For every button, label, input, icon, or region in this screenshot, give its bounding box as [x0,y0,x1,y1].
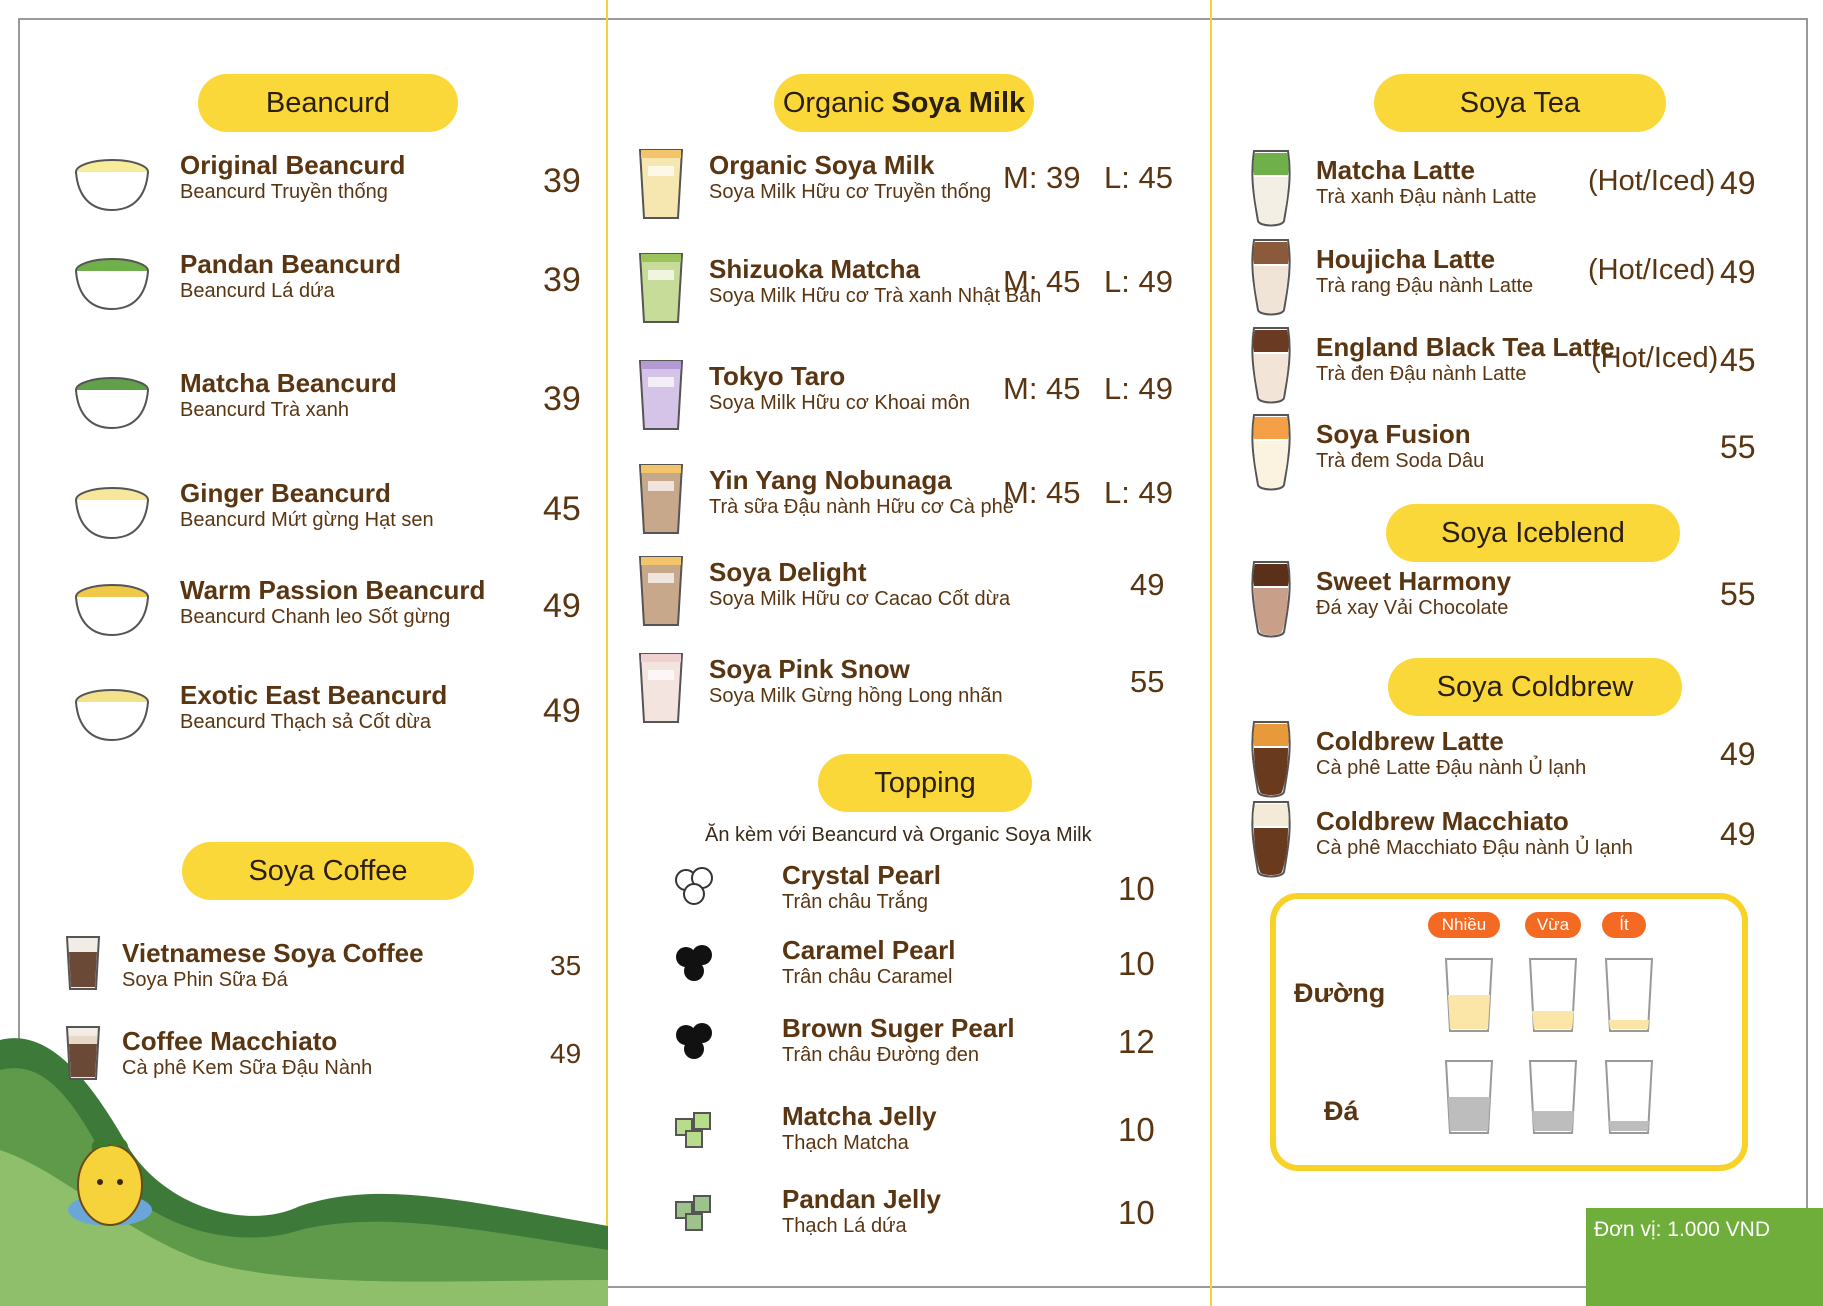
price-medium: M: 45 [1003,371,1081,406]
coldbrew-latte-glass-icon [1248,718,1294,805]
currency-unit-note: Đơn vị: 1.000 VND [1586,1208,1823,1306]
item-name: Coffee Macchiato [122,1026,338,1056]
menu-item [782,935,955,989]
item-name: Sweet Harmony [1316,566,1512,596]
item-price: 49 [1720,736,1756,772]
hot-iced-option: (Hot/Iced) [1588,254,1716,286]
item-subtitle: Beancurd Truyền thống [180,181,388,203]
sweet-harmony-glass-icon [1248,558,1294,645]
legend-cups [1440,955,1680,1135]
crystal-pearl-icon [672,866,718,917]
menu-item [782,860,941,914]
item-name: Matcha Beancurd [180,368,397,398]
beancurd-bowl-icon [72,253,152,318]
menu-item [782,1184,941,1238]
vietnamese-coffee-glass-icon [64,934,102,992]
item-price: 39 [543,162,581,200]
item-subtitle: Đá xay Vải Chocolate [1316,597,1509,619]
price-medium: M: 45 [1003,475,1081,510]
menu-item [709,557,1010,611]
section-title-topping [818,754,1032,812]
sugar-cup-high-icon [1446,959,1492,1031]
item-price: 49 [1720,254,1756,290]
item-name: Ginger Beancurd [180,478,391,508]
caramel-pearl-icon [672,941,718,992]
item-price: 49 [550,1038,582,1069]
item-name: Tokyo Taro [709,361,846,391]
ice-cup-high-icon [1446,1061,1492,1133]
topping-note: Ăn kèm với Beancurd và Organic Soya Milk [705,824,1092,846]
menu-item [709,361,970,415]
item-subtitle: Beancurd Mứt gừng Hạt sen [180,509,434,531]
ice-label: Đá [1324,1096,1359,1126]
beancurd-bowl-icon [72,579,152,644]
item-price: 49 [1720,165,1756,201]
menu-item [1316,566,1511,620]
level-tag-low: Ít [1602,912,1646,938]
item-name: Crystal Pearl [782,860,941,890]
item-name: Pandan Jelly [782,1184,941,1214]
section-title-soya-coldbrew [1388,658,1682,716]
item-name: Organic Soya Milk [709,150,935,180]
item-price: 35 [550,950,582,981]
item-subtitle: Trà rang Đậu nành Latte [1316,275,1534,297]
item-subtitle: Cà phê Kem Sữa Đậu Nành [122,1057,373,1079]
menu-item [709,465,1014,519]
item-subtitle: Cà phê Macchiato Đậu nành Ủ lạnh [1316,837,1633,859]
menu-item [709,150,991,204]
item-name: Warm Passion Beancurd [180,575,486,605]
level-tag-high: Nhiều [1428,912,1500,938]
item-name: Original Beancurd [180,150,406,180]
section-title-soya-tea [1374,74,1666,132]
item-name: Caramel Pearl [782,935,956,965]
item-name: Shizuoka Matcha [709,254,920,284]
item-price: 10 [1118,945,1155,982]
menu-item [180,249,401,303]
menu-item [180,368,397,422]
soya-iceblend-title: Soya Iceblend [1441,516,1625,549]
pandan-jelly-icon [672,1190,718,1241]
item-subtitle: Soya Milk Gừng hồng Long nhãn [709,685,1003,707]
soya-milk-cup-icon [636,650,686,731]
organic-soya-milk-title-bold: Soya Milk [891,86,1026,119]
coldbrew-macchiato-glass-icon [1248,798,1294,885]
menu-item [1316,155,1537,209]
menu-item [782,1013,1015,1067]
item-price: 39 [543,261,581,299]
matcha-jelly-icon [672,1107,718,1158]
ice-cup-medium-icon [1530,1061,1576,1133]
item-subtitle: Soya Milk Hữu cơ Trà xanh Nhật Bản [709,285,1042,307]
soya-coldbrew-title: Soya Coldbrew [1436,670,1634,703]
section-title-soya-coffee [182,842,474,900]
menu-item [782,1101,937,1155]
price-large: L: 49 [1104,475,1173,510]
item-price: 10 [1118,1194,1155,1231]
matcha-latte-glass-icon [1248,147,1294,234]
item-subtitle: Trân châu Trắng [782,891,929,913]
menu-item [709,654,1003,708]
item-subtitle: Trân châu Caramel [782,966,953,988]
menu-item [1316,419,1484,473]
item-subtitle: Beancurd Thạch sả Cốt dừa [180,711,431,733]
beancurd-bowl-icon [72,154,152,219]
item-name: Pandan Beancurd [180,249,402,279]
item-name: Exotic East Beancurd [180,680,448,710]
menu-item [180,680,447,734]
item-subtitle: Trà đen Đậu nành Latte [1316,363,1527,385]
black-tea-latte-glass-icon [1248,324,1294,411]
item-subtitle: Thạch Matcha [782,1132,909,1154]
item-name: Soya Pink Snow [709,654,910,684]
soya-milk-cup-icon [636,357,686,438]
menu-item [180,575,485,629]
menu-item [180,478,434,532]
price-medium: M: 45 [1003,264,1081,299]
column-divider-2 [1210,0,1212,1306]
item-name: Coldbrew Macchiato [1316,806,1569,836]
topping-title: Topping [874,766,976,799]
item-price: 45 [543,490,581,528]
item-price: 55 [1720,576,1756,612]
item-subtitle: Soya Milk Hữu cơ Truyền thống [709,181,992,203]
item-price: 49 [1130,567,1165,602]
menu-item [122,1026,372,1080]
price-large: L: 49 [1104,371,1173,406]
item-price: 39 [543,380,581,418]
sugar-label: Đường [1294,978,1386,1008]
hot-iced-option: (Hot/Iced) [1588,165,1716,197]
section-title-soya-iceblend [1386,504,1680,562]
soya-fusion-glass-icon [1248,411,1294,498]
item-name: Soya Fusion [1316,419,1471,449]
section-title-beancurd [198,74,458,132]
organic-soya-milk-title-light: Organic [782,86,885,119]
item-price: 49 [543,692,581,730]
price-large: L: 45 [1104,160,1173,195]
brown-sugar-pearl-icon [672,1019,718,1070]
menu-item [1316,806,1633,860]
soya-milk-cup-icon [636,553,686,634]
menu-item [709,254,1041,308]
price-medium: M: 39 [1003,160,1081,195]
item-name: Brown Suger Pearl [782,1013,1015,1043]
item-name: Matcha Jelly [782,1101,937,1131]
level-tag-medium: Vừa [1525,912,1581,938]
item-price: 49 [543,587,581,625]
item-price: 10 [1118,870,1155,907]
item-name: Matcha Latte [1316,155,1475,185]
sugar-cup-medium-icon [1530,959,1576,1031]
menu-item [180,150,405,204]
item-price: 45 [1720,342,1756,378]
beancurd-bowl-icon [72,482,152,547]
item-name: Vietnamese Soya Coffee [122,938,424,968]
soya-milk-cup-icon [636,146,686,227]
section-title-organic-soya-milk [774,74,1034,132]
hot-iced-option: (Hot/Iced) [1591,342,1719,374]
sugar-cup-low-icon [1606,959,1652,1031]
item-subtitle: Trà xanh Đậu nành Latte [1316,186,1537,208]
item-subtitle: Trân châu Đường đen [782,1044,979,1066]
menu-item [1316,332,1615,386]
item-subtitle: Soya Milk Hữu cơ Khoai môn [709,392,971,414]
item-subtitle: Beancurd Chanh leo Sốt gừng [180,606,451,628]
item-subtitle: Beancurd Trà xanh [180,399,349,421]
ice-cup-low-icon [1606,1061,1652,1133]
item-price: 12 [1118,1023,1155,1060]
item-subtitle: Trà đem Soda Dâu [1316,450,1485,472]
menu-item [1316,726,1586,780]
price-large: L: 49 [1104,264,1173,299]
item-price: 55 [1130,664,1165,699]
coffee-macchiato-glass-icon [64,1024,102,1082]
item-price: 49 [1720,816,1756,852]
soya-coffee-title: Soya Coffee [248,854,408,887]
item-subtitle: Thạch Lá dứa [782,1215,907,1237]
soya-milk-cup-icon [636,461,686,542]
item-name: Coldbrew Latte [1316,726,1504,756]
item-name: Houjicha Latte [1316,244,1496,274]
item-subtitle: Trà sữa Đậu nành Hữu cơ Cà phê [709,496,1014,518]
item-name: Yin Yang Nobunaga [709,465,952,495]
beancurd-bowl-icon [72,372,152,437]
item-name: England Black Tea Latte [1316,332,1615,362]
item-subtitle: Cà phê Latte Đậu nành Ủ lạnh [1316,757,1587,779]
beancurd-bowl-icon [72,684,152,749]
item-subtitle: Beancurd Lá dứa [180,280,335,302]
item-subtitle: Soya Phin Sữa Đá [122,969,288,991]
item-price: 55 [1720,429,1756,465]
menu-item [122,938,424,992]
item-subtitle: Soya Milk Hữu cơ Cacao Cốt dừa [709,588,1011,610]
item-price: 10 [1118,1111,1155,1148]
soya-tea-title: Soya Tea [1459,86,1581,119]
houjicha-latte-glass-icon [1248,236,1294,323]
menu-item [1316,244,1533,298]
beancurd-title: Beancurd [265,86,391,119]
item-name: Soya Delight [709,557,867,587]
soya-milk-cup-icon [636,250,686,331]
